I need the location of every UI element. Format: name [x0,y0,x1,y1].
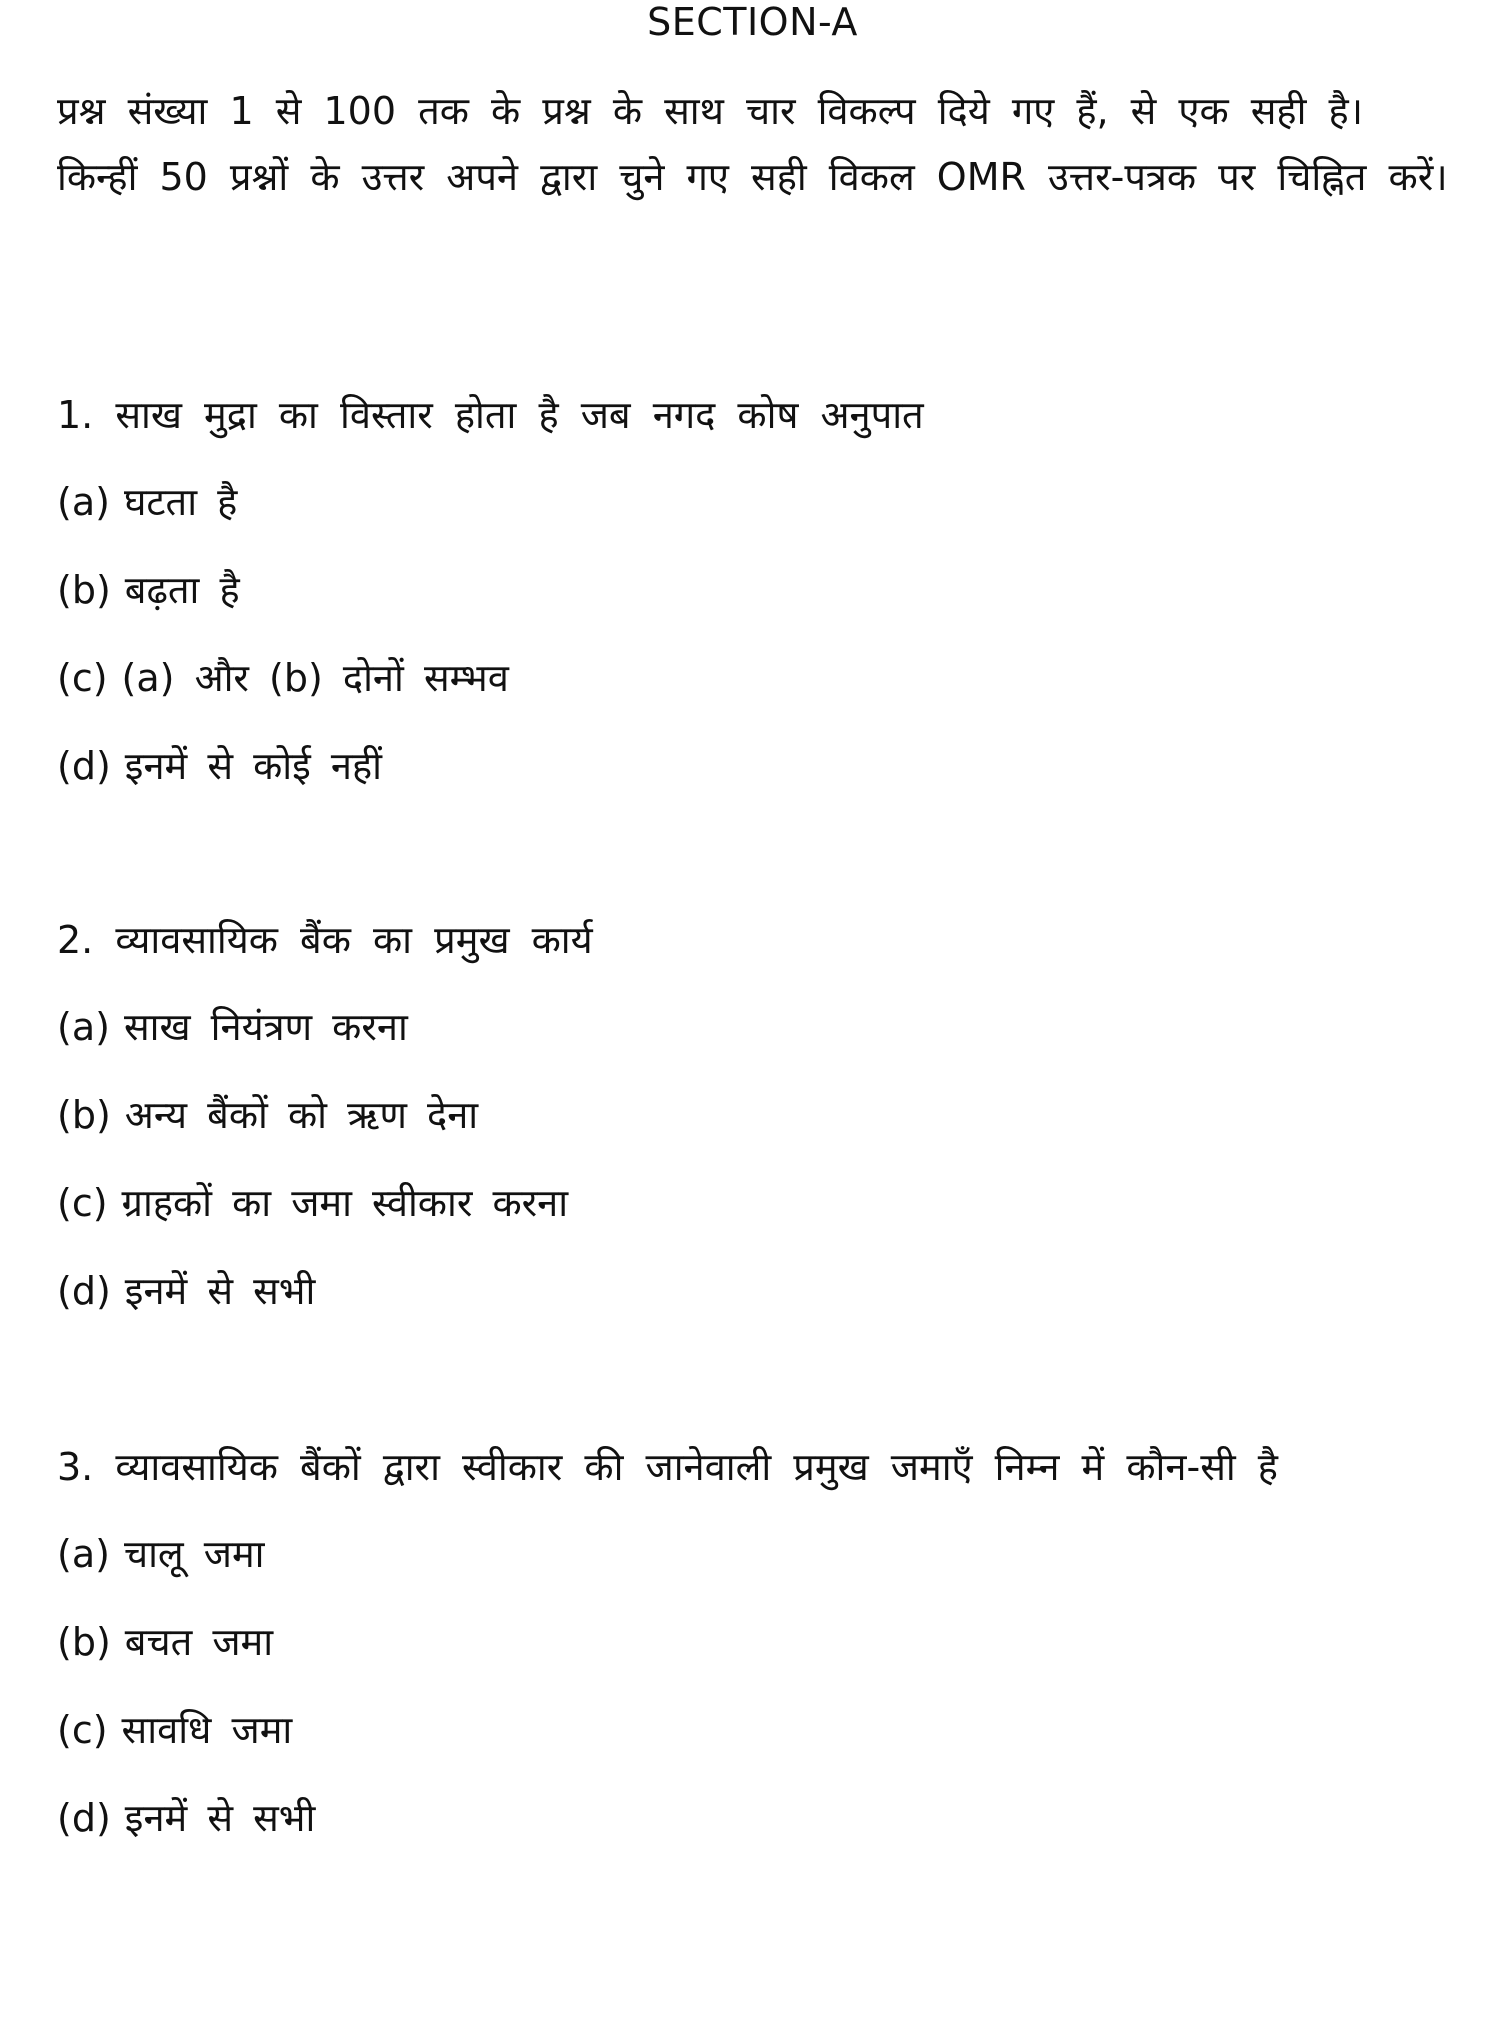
question-1 [57,385,1457,824]
question-text [57,385,1457,445]
option-text: इनमें से कोई नहीं [124,744,382,788]
option-label: (b) [57,1093,111,1137]
option-a [57,997,1457,1057]
question-number: 1. [57,393,94,437]
option-b [57,560,1457,620]
option-a [57,1524,1457,1584]
option-label: (a) [57,1005,110,1049]
option-text: इनमें से सभी [124,1796,316,1840]
question-text [57,1437,1457,1497]
option-d [57,1788,1457,1848]
option-a [57,472,1457,532]
question-number: 3. [57,1445,94,1489]
option-label: (d) [57,1269,111,1313]
option-text: बढ़ता है [124,568,240,612]
question-text [57,910,1457,970]
question-stem: व्यावसायिक बैंक का प्रमुख कार्य [115,918,593,962]
option-text: ग्राहकों का जमा स्वीकार करना [121,1181,569,1225]
option-b [57,1612,1457,1672]
option-d [57,736,1457,796]
instructions-paragraph: प्रश्न संख्या 1 से 100 तक के प्रश्न के साथ चार विकल्प दिये गए हैं, से एक सही है। किन्हीं 50 प्रश्नों के उत्तर अपने द्वारा चुने गए सही विकल OMR उत्तर-पत्रक पर चिह्नित करें। [57,89,1448,199]
option-label: (c) [57,1708,108,1752]
question-3 [57,1437,1457,1876]
option-label: (b) [57,568,111,612]
option-label: (d) [57,1796,111,1840]
option-c [57,1700,1457,1760]
option-text: (a) और (b) दोनों सम्भव [121,656,509,700]
question-2 [57,910,1457,1349]
option-text: चालू जमा [123,1532,265,1576]
option-text: साख नियंत्रण करना [123,1005,408,1049]
question-stem: साख मुद्रा का विस्तार होता है जब नगद कोष अनुपात [115,393,924,437]
option-c [57,1173,1457,1233]
option-label: (a) [57,1532,110,1576]
option-label: (d) [57,744,111,788]
option-text: सावधि जमा [121,1708,293,1752]
question-number: 2. [57,918,94,962]
option-text: इनमें से सभी [124,1269,316,1313]
option-b [57,1085,1457,1145]
option-label: (a) [57,480,110,524]
question-stem: व्यावसायिक बैंकों द्वारा स्वीकार की जानेवाली प्रमुख जमाएँ निम्न में कौन-सी है [115,1445,1278,1489]
option-label: (b) [57,1620,111,1664]
option-label: (c) [57,1181,108,1225]
option-text: बचत जमा [124,1620,274,1664]
option-d [57,1261,1457,1321]
option-label: (c) [57,656,108,700]
option-text: अन्य बैंकों को ऋण देना [124,1093,479,1137]
option-text: घटता है [123,480,238,524]
section-title: SECTION-A [647,0,858,44]
option-c [57,648,1457,708]
